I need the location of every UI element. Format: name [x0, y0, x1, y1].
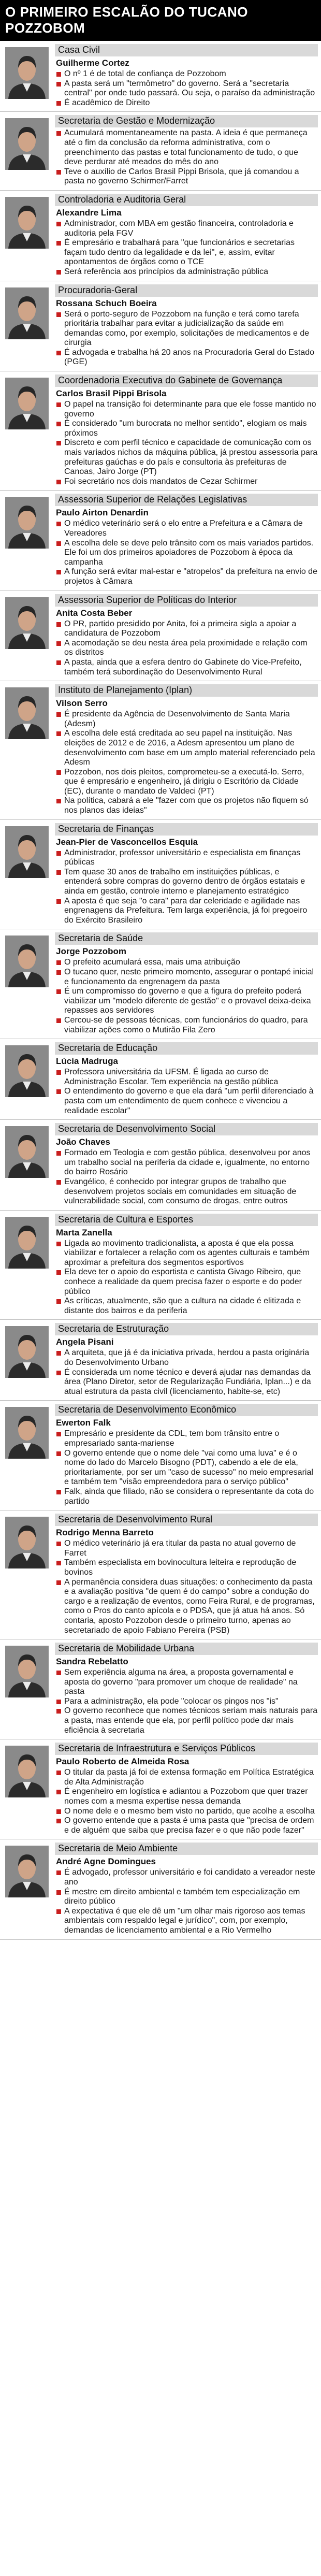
entry-info	[51, 1643, 318, 1735]
bullet-item: A acomodação se deu nesta área pela proximidade e relação com os distritos	[56, 639, 318, 658]
bullet-item: Ela deve ter o apoio do esportista e cantista Givago Ribeiro, que conhece a realidade da quem precisa fazer o esporte e do poder público	[56, 1268, 318, 1297]
portrait-photo	[3, 494, 51, 586]
secretary-entry	[0, 1639, 321, 1739]
secretary-entry	[0, 1320, 321, 1401]
bullet-item: A aposta é que seja "o cara" para dar celeridade e agilidade nas engrenagens da Prefeitura. Tem larga experiência, já foi pregoeiro do Exército Brasileiro	[56, 897, 318, 926]
secretary-name: Paulo Roberto de Almeida Rosa	[56, 1757, 189, 1767]
secretariat-list	[0, 41, 321, 1940]
entry-info	[51, 494, 318, 586]
bullet-item: Será o porto-seguro de Pozzobom na função e terá como tarefa prioritária trabalhar para evitar a judicialização da saúde em demandas como, por exemplo, solicitações de medicamentos e de cirurgia	[56, 310, 318, 348]
department-title: Controladoria e Auditoria Geral	[55, 194, 318, 206]
bullet-item: Teve o auxílio de Carlos Brasil Pippi Brisola, que já comandou a pasta no governo Schirmer/Farret	[56, 167, 318, 186]
secretary-entry	[0, 281, 321, 372]
portrait-photo	[3, 284, 51, 368]
bullet-item: Acumulará momentaneamente na pasta. A ideia é que permaneça até o fim da conclusão da reforma administrativa, com o preenchimento das pastas e total funcionamento de tudo, o que deve perdurar até meados do mês do ano	[56, 128, 318, 167]
bullet-item: O governo reconhece que nomes técnicos seriam mais naturais para a pasta, mas entende que ela, por perfil político pode dar mais eficiência à secretaria	[56, 1706, 318, 1735]
portrait-photo	[3, 1743, 51, 1835]
bullet-list	[55, 310, 318, 368]
bullet-item: A permanência considera duas situações: o conhecimento da pasta e a avaliação positiva "de quem é do campo" sobre a condução do cargo e a realização de eventos, como Feira Rural, e de programas, como o Pros do canto apícola e o PDSA, que já atua há anos. Só contaria, aposto Pozzobon desde o primeiro turno, apenas ao secretariado de apoio Fabiano Pereira (PSB)	[56, 1578, 318, 1636]
portrait-photo-icon	[5, 1746, 49, 1797]
secretary-entry	[0, 820, 321, 930]
bullet-item: A pasta, ainda que a esfera dentro do Gabinete do Vice-Prefeito, também terá subordinação do Desenvolvimento Rural	[56, 658, 318, 677]
secretary-entry	[0, 1739, 321, 1839]
bullet-item: Discreto e com perfil técnico e capacidade de comunicação com os mais variados nichos da máquina pública, já prestou assessoria para prefeituras gaúchas e do país e consultoria às prefeituras de Canoas, Jairo Jorge (PT)	[56, 438, 318, 477]
bullet-item: A arquiteta, que já é da iniciativa privada, herdou a pasta originária do Desenvolvimento Urbano	[56, 1348, 318, 1368]
bullet-list	[55, 69, 318, 108]
department-title: Secretaria de Cultura e Esportes	[55, 1214, 318, 1226]
secretary-entry	[0, 1510, 321, 1639]
department-title: Instituto de Planejamento (Iplan)	[55, 684, 318, 697]
portrait-photo-icon	[5, 826, 49, 878]
entry-info	[51, 44, 318, 108]
bullet-item: É um compromisso do governo e que a figura do prefeito poderá viabilizar um "modelo diferente de gestão" e o provavel deixa-deixa repasses aos servidores	[56, 987, 318, 1016]
secretary-name: Alexandre Lima	[56, 207, 122, 218]
department-title: Secretaria de Desenvolvimento Social	[55, 1123, 318, 1135]
secretary-entry	[0, 1120, 321, 1211]
entry-info	[51, 1404, 318, 1506]
department-title: Assessoria Superior de Políticas do Interior	[55, 594, 318, 607]
entry-info	[51, 1323, 318, 1397]
bullet-list	[55, 1239, 318, 1316]
bullet-item: Professora universitária da UFSM. É ligada ao curso de Administração Escolar. Tem experiência na gestão pública	[56, 1068, 318, 1087]
portrait-photo-icon	[5, 1045, 49, 1097]
portrait-photo	[3, 375, 51, 486]
bullet-list	[55, 400, 318, 486]
portrait-photo	[3, 1404, 51, 1506]
bullet-list	[55, 219, 318, 277]
portrait-photo	[3, 1214, 51, 1316]
portrait-photo-icon	[5, 1407, 49, 1459]
bullet-item: O médico veterinário já era titular da pasta no atual governo de Farret	[56, 1539, 318, 1558]
secretary-name: Rossana Schuch Boeira	[56, 298, 157, 308]
department-title: Secretaria de Educação	[55, 1042, 318, 1055]
secretary-name: Paulo Airton Denardin	[56, 508, 149, 518]
secretary-name: Ewerton Falk	[56, 1418, 111, 1428]
bullet-item: O titular da pasta já foi de extensa formação em Política Estratégica de Alta Administração	[56, 1768, 318, 1787]
secretary-name: Anita Costa Beber	[56, 608, 133, 618]
bullet-list	[55, 1539, 318, 1635]
bullet-item: Administrador, professor universitário e especialista em finanças públicas	[56, 848, 318, 868]
portrait-photo	[3, 1843, 51, 1935]
bullet-item: O nome dele e o mesmo bem visto no partido, que acolhe a escolha	[56, 1807, 318, 1817]
bullet-item: O médico veterinário será o elo entre a Prefeitura e a Câmara de Vereadores	[56, 519, 318, 538]
department-title: Secretaria de Finanças	[55, 823, 318, 836]
secretary-name: Marta Zanella	[56, 1227, 112, 1237]
secretary-entry	[0, 1839, 321, 1939]
portrait-photo	[3, 194, 51, 277]
secretary-entry	[0, 1401, 321, 1510]
bullet-item: Também especialista em bovinocultura leiteira e reprodução de bovinos	[56, 1558, 318, 1577]
entry-info	[51, 284, 318, 368]
portrait-photo-icon	[5, 1517, 49, 1568]
department-title: Secretaria de Estruturação	[55, 1323, 318, 1335]
bullet-list	[55, 958, 318, 1035]
portrait-photo	[3, 115, 51, 186]
bullet-item: Falk, ainda que filiado, não se considera o representante da cota do partido	[56, 1487, 318, 1506]
entry-info	[51, 375, 318, 486]
department-title: Coordenadoria Executiva do Gabinete de Governança	[55, 375, 318, 387]
portrait-photo	[3, 44, 51, 108]
department-title: Procuradoria-Geral	[55, 284, 318, 297]
portrait-photo	[3, 1323, 51, 1397]
bullet-item: A escolha dele se deve pelo trânsito com os mais variados partidos. Ele foi um dos primeiros apoiadores de Pozzobom à época da campanha	[56, 539, 318, 568]
department-title: Secretaria de Infraestrutura e Serviços Públicos	[55, 1743, 318, 1755]
entry-info	[51, 932, 318, 1035]
bullet-item: O nº 1 é de total de confiança de Pozzobom	[56, 69, 318, 79]
bullet-item: A pasta será um "termômetro" do governo. Será a "secretaria central" por onde tudo passará. Ou seja, o paraíso da administração	[56, 79, 318, 98]
secretary-entry	[0, 929, 321, 1039]
bullet-item: O governo entende que o nome dele "vai como uma luva" e é o nome do lado do Marcelo Bisogno (PDT), cabendo a ele de ela, prioritariamente, por ser um "caso de sucesso" no meio empresarial e também tem "visão empreendedora para o serviço público"	[56, 1449, 318, 1487]
bullet-item: É engenheiro em logística e adiantou a Pozzobom que quer trazer nomes com a mesma expertise nessa demanda	[56, 1787, 318, 1806]
entry-info	[51, 823, 318, 926]
bullet-list	[55, 1068, 318, 1116]
portrait-photo	[3, 823, 51, 926]
bullet-list	[55, 1148, 318, 1206]
bullet-item: Tem quase 30 anos de trabalho em instituições públicas, e entenderá sobre compras do governo dentro de órgãos estatais e ainda em gestão, controle interno e planejamento estratégico	[56, 868, 318, 897]
page-title: O PRIMEIRO ESCALÃO DO TUCANO POZZOBOM	[0, 0, 321, 41]
bullet-list	[55, 1668, 318, 1735]
bullet-item: A escolha dele está creditada ao seu papel na instituição. Nas eleições de 2012 e de 2016, a Adesm apresentou um plano de desenvolvimento com base em um amplo material referenciado pela Adesm	[56, 729, 318, 767]
portrait-photo-icon	[5, 1217, 49, 1269]
secretary-name: Angela Pisani	[56, 1337, 114, 1347]
department-title: Secretaria de Mobilidade Urbana	[55, 1643, 318, 1655]
department-title: Assessoria Superior de Relações Legislativas	[55, 494, 318, 506]
entry-info	[51, 1123, 318, 1206]
bullet-item: Ligada ao movimento tradicionalista, a aposta é que ela possa viabilizar e fortalecer a relação com os agentes culturais e também aproximar a prefeitura dos segmentos esportivos	[56, 1239, 318, 1268]
entry-info	[51, 1214, 318, 1316]
secretary-entry	[0, 491, 321, 591]
entry-info	[51, 194, 318, 277]
secretary-entry	[0, 1039, 321, 1120]
portrait-photo-icon	[5, 197, 49, 249]
bullet-list	[55, 620, 318, 678]
bullet-item: É empresário e trabalhará para "que funcionários e secretarias façam tudo dentro da legalidade e da lei", e, assim, evitar apontamentos de órgãos como o TCE	[56, 238, 318, 267]
bullet-item: Evangélico, é conhecido por integrar grupos de trabalho que desenvolvem projetos sociais em comunidades em situação de vulnerabilidade social, com consumo de drogas, entre outros	[56, 1177, 318, 1206]
portrait-photo-icon	[5, 1846, 49, 1897]
secretary-entry	[0, 681, 321, 820]
bullet-item: É considerada um nome técnico e deverá ajudar nas demandas da área (Plano Diretor, setor de Regularização Fundiária, Iplan...) e da atual estrutura da pasta civil (licenciamento, habite-se, etc)	[56, 1368, 318, 1397]
secretary-entry	[0, 1211, 321, 1320]
bullet-item: O entendimento do governo e que ela dará "um perfil diferenciado à pasta com um entendimento de quem conhece e vivenciou a realidade escolar"	[56, 1087, 318, 1116]
secretary-name: João Chaves	[56, 1137, 110, 1147]
bullet-item: A expectativa é que ele dê um "um olhar mais rigoroso aos temas ambientais com respaldo legal e jurídico", com, por exemplo, demandas de licenciamento ambiental e a Rio Vermelho	[56, 1907, 318, 1936]
department-title: Secretaria de Desenvolvimento Rural	[55, 1514, 318, 1526]
entry-info	[51, 594, 318, 678]
portrait-photo-icon	[5, 378, 49, 429]
portrait-photo-icon	[5, 597, 49, 649]
bullet-item: Empresário e presidente da CDL, tem bom trânsito entre o empresariado santa-mariense	[56, 1429, 318, 1448]
secretary-name: Guilherme Cortez	[56, 58, 129, 68]
bullet-item: A função será evitar mal-estar e "atropelos" da prefeitura na envio de projetos à Câmara	[56, 567, 318, 586]
bullet-list	[55, 1868, 318, 1935]
bullet-list	[55, 1768, 318, 1835]
portrait-photo	[3, 684, 51, 816]
bullet-item: É presidente da Agência de Desenvolvimento de Santa Maria (Adesm)	[56, 710, 318, 729]
bullet-item: Cercou-se de pessoas técnicas, com funcionários do quadro, para viabilizar ações como o Mutirão Fila Zero	[56, 1016, 318, 1035]
secretary-entry	[0, 112, 321, 191]
bullet-item: Pozzobon, nos dois pleitos, comprometeu-se a executá-lo. Serro, que é empresário e engenheiro, já dirigiu o Escritório da Cidade (EC), durante o mandato de Valdeci (PT)	[56, 768, 318, 797]
bullet-item: Formado em Teologia e com gestão pública, desenvolveu por anos um trabalho social na periferia da cidade e, igualmente, no entorno do bairro Rosário	[56, 1148, 318, 1177]
department-title: Secretaria de Meio Ambiente	[55, 1843, 318, 1855]
portrait-photo	[3, 1123, 51, 1206]
bullet-list	[55, 1429, 318, 1506]
bullet-item: Na política, cabará a ele "fazer com que os projetos não fiquem só nos planos das ideias"	[56, 796, 318, 815]
bullet-item: É mestre em direito ambiental e também tem especialização em direito público	[56, 1888, 318, 1907]
portrait-photo-icon	[5, 118, 49, 170]
bullet-item: É advogado, professor universitário e foi candidato a vereador neste ano	[56, 1868, 318, 1887]
portrait-photo-icon	[5, 1646, 49, 1697]
entry-info	[51, 684, 318, 816]
secretary-entry	[0, 41, 321, 112]
bullet-item: O governo entende que a pasta é uma pasta que "precisa de ordem e de alguém que saiba que precisa fazer e o que não pode fazer"	[56, 1816, 318, 1835]
portrait-photo-icon	[5, 687, 49, 739]
portrait-photo	[3, 1514, 51, 1635]
bullet-item: Sem experiência alguma na área, a proposta governamental e aposta do governo "para promover um choque de realidade" na pasta	[56, 1668, 318, 1697]
portrait-photo-icon	[5, 1126, 49, 1178]
bullet-list	[55, 519, 318, 586]
bullet-item: É acadêmico de Direito	[56, 98, 318, 108]
entry-info	[51, 1514, 318, 1635]
secretary-name: André Agne Domingues	[56, 1857, 156, 1867]
bullet-item: Para a administração, ela pode "colocar os pingos nos "is"	[56, 1697, 318, 1707]
bullet-item: As críticas, atualmente, são que a cultura na cidade é elitizada e distante dos bairros e da periferia	[56, 1297, 318, 1316]
secretary-name: Jorge Pozzobom	[56, 946, 127, 957]
portrait-photo	[3, 932, 51, 1035]
bullet-list	[55, 848, 318, 926]
secretary-name: Sandra Rebelatto	[56, 1657, 128, 1667]
secretary-entry	[0, 191, 321, 281]
portrait-photo	[3, 594, 51, 678]
secretary-name: Lúcia Madruga	[56, 1056, 118, 1067]
portrait-photo-icon	[5, 936, 49, 987]
bullet-list	[55, 710, 318, 816]
portrait-photo-icon	[5, 1326, 49, 1378]
entry-info	[51, 115, 318, 186]
entry-info	[51, 1843, 318, 1935]
bullet-item: É advogada e trabalha há 20 anos na Procuradoria Geral do Estado (PGE)	[56, 348, 318, 367]
portrait-photo-icon	[5, 287, 49, 339]
portrait-photo	[3, 1042, 51, 1116]
department-title: Secretaria de Desenvolvimento Econômico	[55, 1404, 318, 1416]
bullet-item: O PR, partido presidido por Anita, foi a primeira sigla a apoiar a candidatura de Pozzobom	[56, 620, 318, 639]
secretary-name: Carlos Brasil Pippi Brisola	[56, 388, 167, 399]
bullet-item: É considerado "um burocrata no melhor sentido", elogiam os mais próximos	[56, 419, 318, 438]
department-title: Casa Civil	[55, 44, 318, 56]
portrait-photo-icon	[5, 497, 49, 549]
department-title: Secretaria de Saúde	[55, 932, 318, 945]
secretary-entry	[0, 591, 321, 682]
portrait-photo	[3, 1643, 51, 1735]
bullet-item: Foi secretário nos dois mandatos de Cezar Schirmer	[56, 477, 318, 487]
entry-info	[51, 1042, 318, 1116]
entry-info	[51, 1743, 318, 1835]
portrait-photo-icon	[5, 47, 49, 99]
bullet-item: O tucano quer, neste primeiro momento, assegurar o pontapé inicial e funcionamento da engrenagem da pasta	[56, 968, 318, 987]
bullet-item: Administrador, com MBA em gestão financeira, controladoria e auditoria pela FGV	[56, 219, 318, 238]
bullet-item: O papel na transição foi determinante para que ele fosse mantido no governo	[56, 400, 318, 419]
secretary-entry	[0, 371, 321, 491]
department-title: Secretaria de Gestão e Modernização	[55, 115, 318, 127]
secretary-name: Jean-Pier de Vasconcellos Esquia	[56, 837, 198, 847]
bullet-item: O prefeito acumulará essa, mais uma atribuição	[56, 958, 318, 968]
bullet-list	[55, 128, 318, 186]
bullet-list	[55, 1348, 318, 1397]
bullet-item: Será referência aos princípios da administração pública	[56, 267, 318, 277]
secretary-name: Rodrigo Menna Barreto	[56, 1528, 154, 1538]
secretary-name: Vilson Serro	[56, 698, 108, 709]
